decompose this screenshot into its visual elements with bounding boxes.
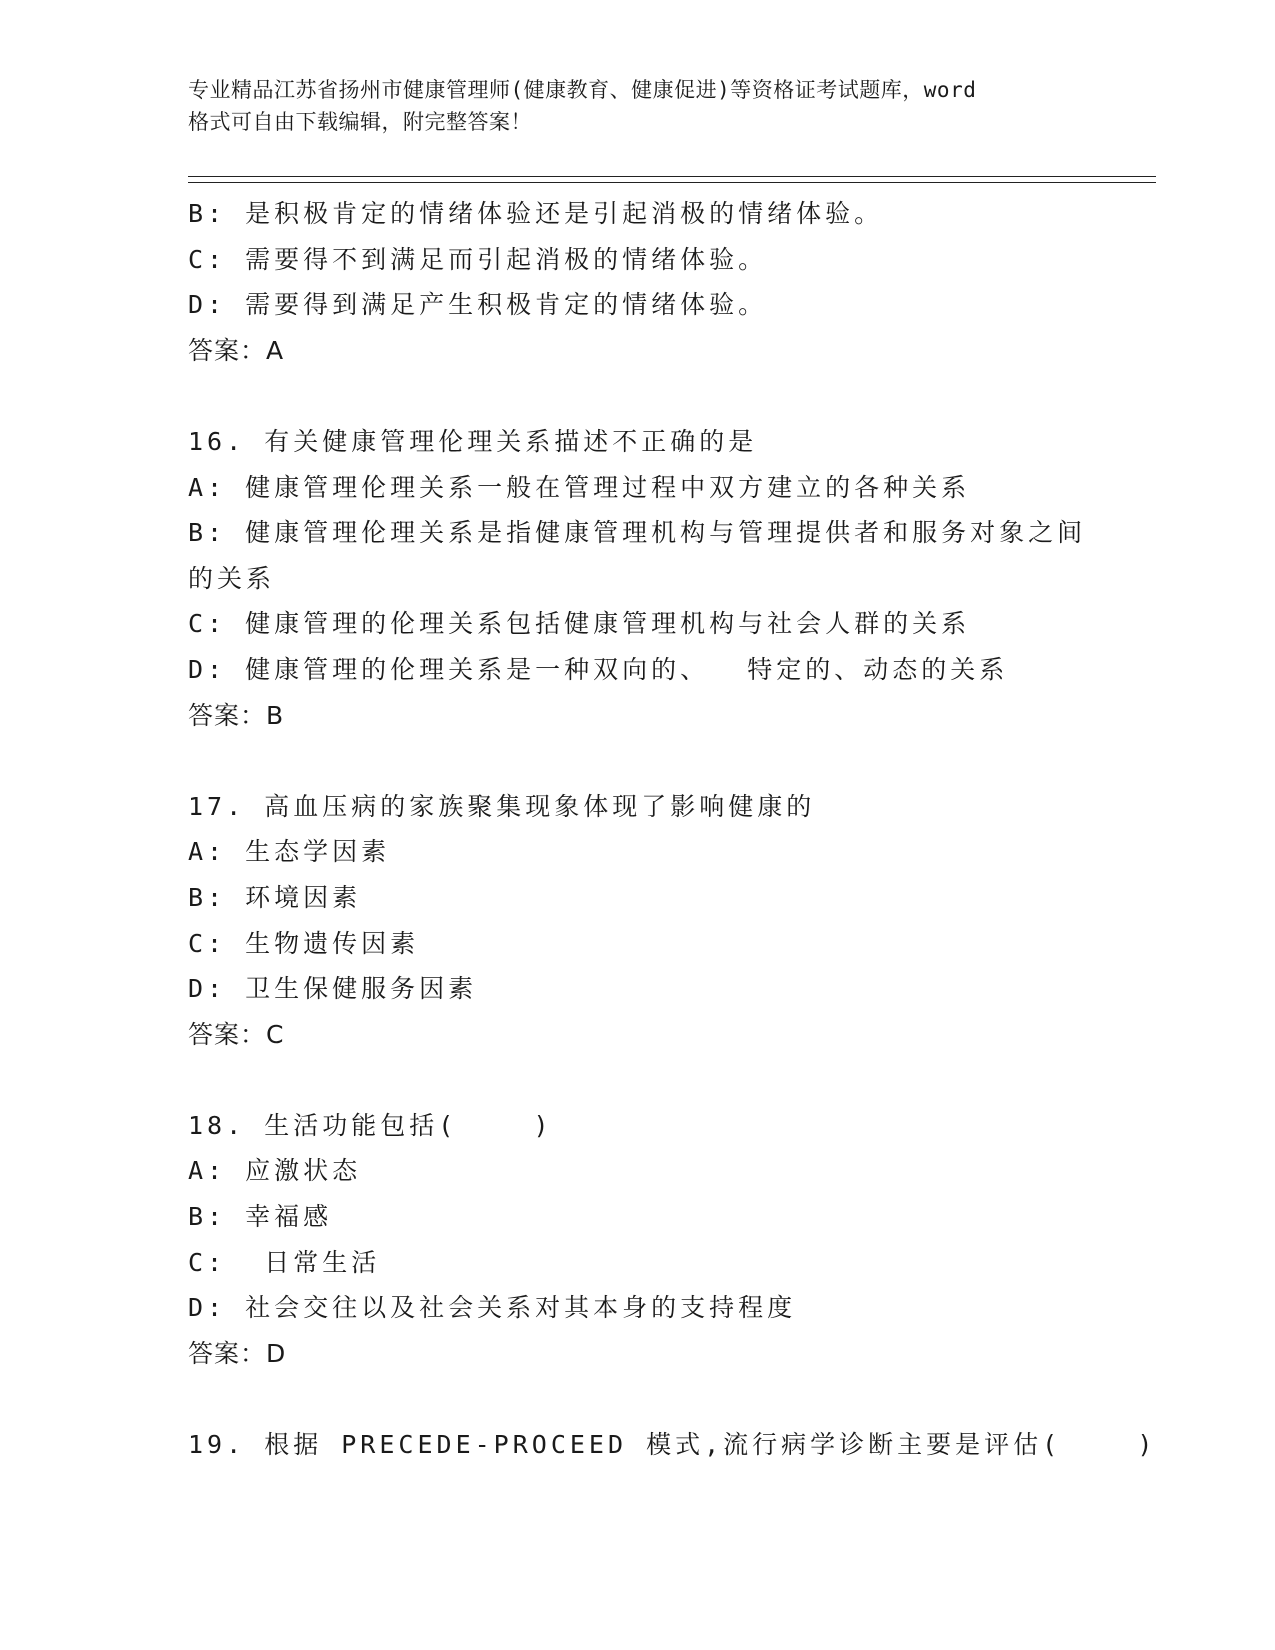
option-d: D: 社会交往以及社会关系对其本身的支持程度 [188, 1293, 797, 1323]
header-rule-top [188, 176, 1156, 177]
option-b: B: 是积极肯定的情绪体验还是引起消极的情绪体验。 [188, 199, 884, 228]
option-d: D: 健康管理的伦理关系是一种双向的、 特定的、动态的关系 [188, 654, 1009, 684]
answer-line: 答案：D [188, 1338, 287, 1368]
question-list [188, 191, 1157, 1468]
option-c: C: 需要得不到满足而引起消极的情绪体验。 [188, 244, 768, 274]
question-stem: 18. 生活功能包括( ) [188, 1110, 553, 1140]
spacer [188, 1057, 1088, 1103]
question-17 [188, 784, 1088, 1058]
option-d: D: 卫生保健服务因素 [188, 974, 478, 1004]
answer-line: 答案：B [188, 700, 285, 730]
option-a: A: 健康管理伦理关系一般在管理过程中双方建立的各种关系 [188, 472, 971, 502]
header-line-2: 格式可自由下载编辑，附完整答案！ [188, 110, 532, 134]
option-b: B: 幸福感 [188, 1202, 333, 1232]
document-header [188, 74, 1088, 138]
spacer [188, 1376, 1088, 1422]
question-stem: 17. 高血压病的家族聚集现象体现了影响健康的 [188, 791, 816, 821]
question-19 [188, 1422, 1157, 1468]
option-b: B: 健康管理伦理关系是指健康管理机构与管理提供者和服务对象之间 [188, 518, 1087, 548]
header-line-1: 专业精品江苏省扬州市健康管理师(健康教育、健康促进)等资格证考试题库，word [188, 78, 977, 102]
option-c: C: 健康管理的伦理关系包括健康管理机构与社会人群的关系 [188, 609, 971, 639]
answer-line: 答案：C [188, 1019, 285, 1049]
option-d: D: 需要得到满足产生积极肯定的情绪体验。 [188, 290, 768, 320]
question-carryover [188, 191, 1088, 373]
option-a: A: 生态学因素 [188, 837, 391, 867]
spacer [188, 738, 1088, 784]
option-a: A: 应激状态 [188, 1156, 362, 1186]
option-b: B: 环境因素 [188, 882, 362, 912]
question-stem: 19. 根据 PRECEDE-PROCEED 模式,流行病学诊断主要是评估( ) [188, 1430, 1157, 1460]
spacer [188, 373, 1088, 419]
option-b-continued: 的关系 [188, 563, 276, 593]
option-c: C: 生物遗传因素 [188, 928, 420, 958]
question-16 [188, 419, 1088, 738]
header-rule-bottom [188, 182, 1156, 183]
question-stem: 16. 有关健康管理伦理关系描述不正确的是 [188, 426, 758, 456]
answer-line: 答案：A [188, 335, 285, 365]
option-c: C: 日常生活 [188, 1247, 381, 1277]
question-18 [188, 1103, 1088, 1377]
